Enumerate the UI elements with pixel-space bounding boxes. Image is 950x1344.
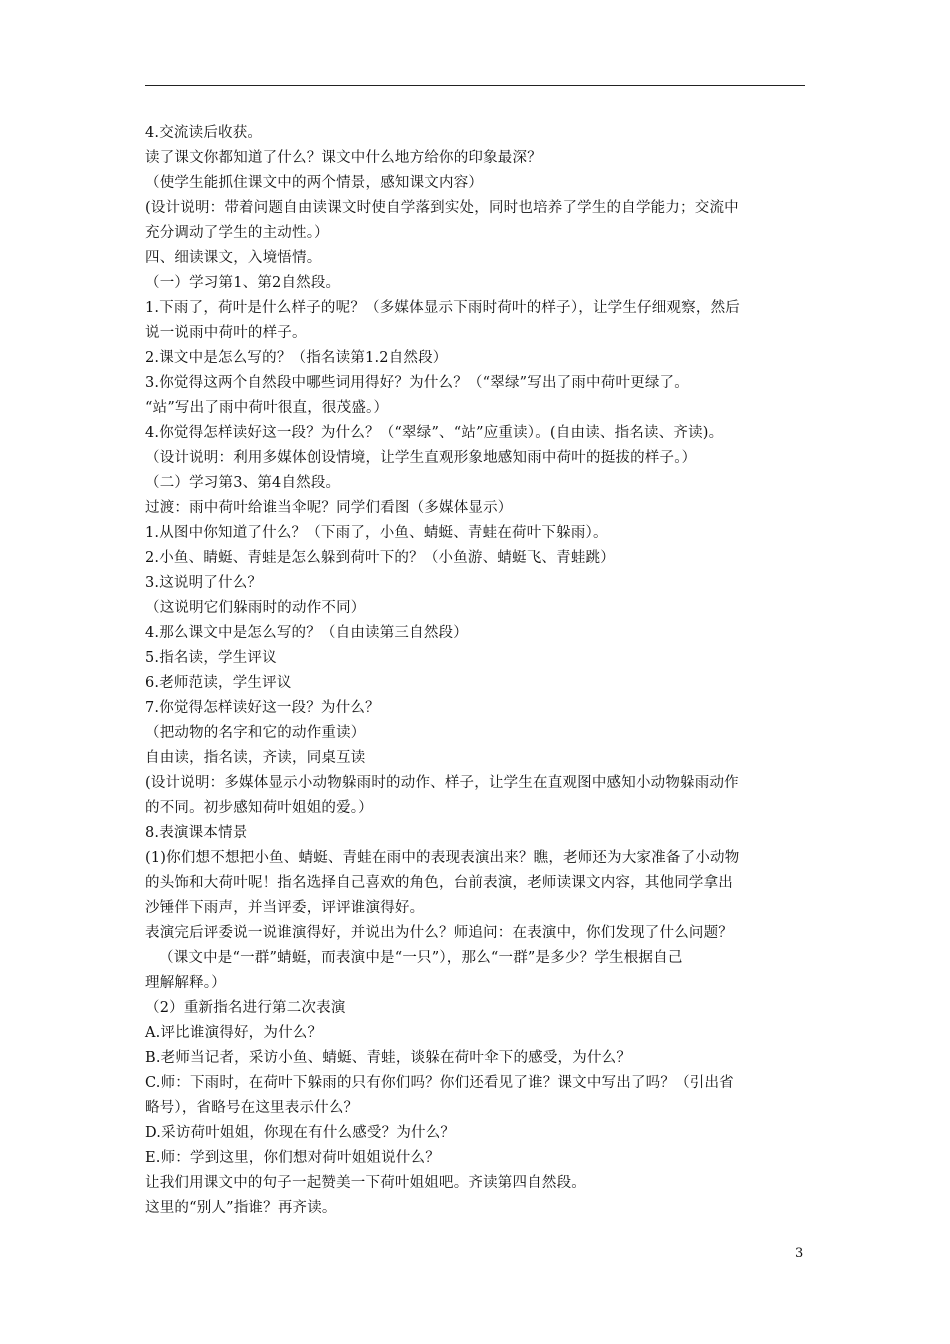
text-line: 1.下雨了，荷叶是什么样子的呢？（多媒体显示下雨时荷叶的样子），让学生仔细观察，然后 [145,300,740,316]
text-line: 充分调动了学生的主动性。） [145,225,329,241]
subsection-heading: （二）学习第3、第4自然段。 [145,475,341,491]
text-line: 5.指名读，学生评议 [145,650,277,666]
text-line: (设计说明：多媒体显示小动物躲雨时的动作、样子，让学生在直观图中感知小动物躲雨动作 [145,775,739,791]
text-line: 让我们用课文中的句子一起赞美一下荷叶姐姐吧。齐读第四自然段。 [145,1175,586,1191]
page-number: 3 [795,1246,804,1261]
text-line: 2.课文中是怎么写的？（指名读第1.2自然段） [145,350,448,366]
text-line: C.师：下雨时，在荷叶下躲雨的只有你们吗？你们还看见了谁？课文中写出了吗？（引出省 [145,1075,734,1091]
text-line: 3.这说明了什么？ [145,575,263,591]
text-line: 自由读，指名读，齐读，同桌互读 [145,750,366,766]
text-line: (设计说明：带着问题自由读课文时使自学落到实处，同时也培养了学生的自学能力；交流中 [145,200,739,216]
text-line: 过渡：雨中荷叶给谁当伞呢？同学们看图（多媒体显示） [145,500,513,516]
text-line: 表演完后评委说一说谁演得好，并说出为什么？师追问：在表演中，你们发现了什么问题？ [145,925,733,941]
text-line: A.评比谁演得好，为什么？ [145,1025,323,1041]
text-line: 略号），省略号在这里表示什么？ [145,1100,359,1116]
text-line: E.师：学到这里，你们想对荷叶姐姐说什么？ [145,1150,440,1166]
text-line: （把动物的名字和它的动作重读） [145,725,366,741]
text-line: （这说明它们躲雨时的动作不同） [145,600,366,616]
text-line: B.老师当记者，采访小鱼、蜻蜓、青蛙，谈躲在荷叶伞下的感受，为什么？ [145,1050,632,1066]
text-line: （设计说明：利用多媒体创设情境，让学生直观形象地感知雨中荷叶的挺拔的样子。） [145,450,697,466]
text-line: 7.你觉得怎样读好这一段？为什么？ [145,700,380,716]
text-line: 理解解释。） [145,975,226,991]
text-line: 沙锤伴下雨声，并当评委，评评谁演得好。 [145,900,425,916]
text-line: 6.老师范读，学生评议 [145,675,292,691]
section-heading: 四、细读课文，入境悟情。 [145,250,322,266]
text-line: D.采访荷叶姐姐，你现在有什么感受？为什么？ [145,1125,456,1141]
text-line: 读了课文你都知道了什么？课文中什么地方给你的印象最深？ [145,150,542,166]
header-rule [145,85,805,86]
text-line: 4.那么课文中是怎么写的？（自由读第三自然段） [145,625,468,641]
text-line: （2）重新指名进行第二次表演 [145,1000,346,1016]
text-line: (1)你们想不想把小鱼、蜻蜓、青蛙在雨中的表现表演出来？瞧，老师还为大家准备了小动物 [145,850,740,866]
text-line: 3.你觉得这两个自然段中哪些词用得好？为什么？（“翠绿”写出了雨中荷叶更绿了。 [145,375,689,391]
text-line: 2.小鱼、睛蜓、青蛙是怎么躲到荷叶下的？（小鱼游、蜻蜓飞、青蛙跳） [145,550,615,566]
text-line: 4.你觉得怎样读好这一段？为什么？（“翠绿”、“站”应重读）。(自由读、指名读、齐读)。 [145,425,724,441]
subsection-heading: （一）学习第1、第2自然段。 [145,275,341,291]
text-line: 1.从图中你知道了什么？（下雨了，小鱼、蜻蜓、青蛙在荷叶下躲雨）。 [145,525,608,541]
text-line: （课文中是“一群”蜻蜓，而表演中是“一只”），那么“一群”是多少？学生根据自己 [159,950,683,966]
document-body [145,121,807,1221]
text-line: 说一说雨中荷叶的样子。 [145,325,307,341]
text-line: 的不同。初步感知荷叶姐姐的爱。） [145,800,373,816]
text-line: 的头饰和大荷叶呢！指名选择自己喜欢的角色，台前表演，老师读课文内容，其他同学拿出 [145,875,733,891]
text-line: 8.表演课本情景 [145,825,248,841]
text-line: “站”写出了雨中荷叶很直，很茂盛。） [145,400,389,416]
text-line: 这里的“别人”指谁？再齐读。 [145,1200,337,1216]
text-line: （使学生能抓住课文中的两个情景，感知课文内容） [145,175,484,191]
text-line: 4.交流读后收获。 [145,125,263,141]
